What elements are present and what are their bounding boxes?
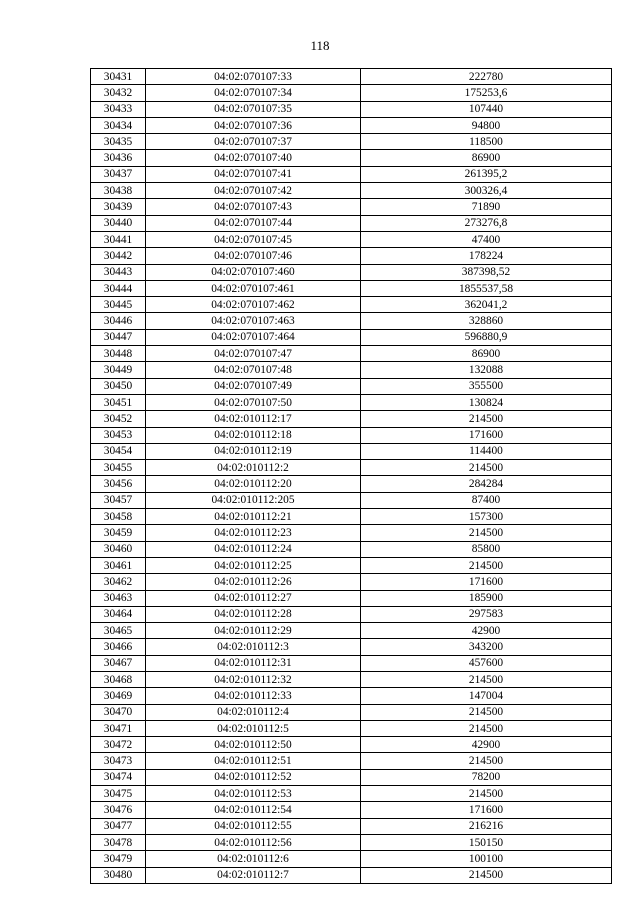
table-row (91, 557, 612, 573)
row-number-cell: 30468 (91, 671, 146, 687)
value-cell: 328860 (361, 313, 612, 329)
value-cell: 214500 (361, 753, 612, 769)
table-row (91, 411, 612, 427)
cadastral-number-cell: 04:02:010112:19 (146, 443, 361, 459)
value-cell: 171600 (361, 427, 612, 443)
cadastral-number-cell: 04:02:010112:54 (146, 802, 361, 818)
value-cell: 147004 (361, 688, 612, 704)
table-row (91, 443, 612, 459)
table-row (91, 688, 612, 704)
table-row (91, 183, 612, 199)
row-number-cell: 30451 (91, 394, 146, 410)
value-cell: 214500 (361, 525, 612, 541)
cadastral-number-cell: 04:02:070107:36 (146, 117, 361, 133)
row-number-cell: 30441 (91, 231, 146, 247)
row-number-cell: 30462 (91, 574, 146, 590)
row-number-cell: 30433 (91, 101, 146, 117)
row-number-cell: 30469 (91, 688, 146, 704)
value-cell: 171600 (361, 574, 612, 590)
table-row (91, 834, 612, 850)
value-cell: 214500 (361, 557, 612, 573)
table-row (91, 671, 612, 687)
row-number-cell: 30460 (91, 541, 146, 557)
row-number-cell: 30453 (91, 427, 146, 443)
value-cell: 596880,9 (361, 329, 612, 345)
table-row (91, 117, 612, 133)
table-row (91, 264, 612, 280)
register-table (90, 68, 612, 884)
value-cell: 362041,2 (361, 297, 612, 313)
value-cell: 157300 (361, 509, 612, 525)
table-row (91, 69, 612, 85)
table-row (91, 818, 612, 834)
row-number-cell: 30461 (91, 557, 146, 573)
table-row (91, 476, 612, 492)
table-row (91, 460, 612, 476)
row-number-cell: 30431 (91, 69, 146, 85)
table-row (91, 786, 612, 802)
value-cell: 214500 (361, 867, 612, 883)
value-cell: 100100 (361, 851, 612, 867)
table-row (91, 802, 612, 818)
value-cell: 284284 (361, 476, 612, 492)
value-cell: 42900 (361, 623, 612, 639)
table-row (91, 737, 612, 753)
cadastral-number-cell: 04:02:010112:32 (146, 671, 361, 687)
cadastral-number-cell: 04:02:010112:24 (146, 541, 361, 557)
value-cell: 178224 (361, 248, 612, 264)
cadastral-number-cell: 04:02:010112:52 (146, 769, 361, 785)
cadastral-number-cell: 04:02:010112:55 (146, 818, 361, 834)
row-number-cell: 30454 (91, 443, 146, 459)
cadastral-number-cell: 04:02:070107:45 (146, 231, 361, 247)
page-number: 118 (310, 38, 330, 53)
row-number-cell: 30452 (91, 411, 146, 427)
value-cell: 222780 (361, 69, 612, 85)
value-cell: 185900 (361, 590, 612, 606)
row-number-cell: 30449 (91, 362, 146, 378)
table-row (91, 313, 612, 329)
row-number-cell: 30466 (91, 639, 146, 655)
row-number-cell: 30443 (91, 264, 146, 280)
table-row (91, 623, 612, 639)
row-number-cell: 30477 (91, 818, 146, 834)
value-cell: 216216 (361, 818, 612, 834)
cadastral-number-cell: 04:02:010112:4 (146, 704, 361, 720)
row-number-cell: 30456 (91, 476, 146, 492)
cadastral-number-cell: 04:02:070107:37 (146, 134, 361, 150)
cadastral-number-cell: 04:02:070107:460 (146, 264, 361, 280)
cadastral-number-cell: 04:02:070107:46 (146, 248, 361, 264)
table-row (91, 867, 612, 883)
row-number-cell: 30455 (91, 460, 146, 476)
table-row (91, 280, 612, 296)
cadastral-number-cell: 04:02:070107:463 (146, 313, 361, 329)
row-number-cell: 30434 (91, 117, 146, 133)
value-cell: 86900 (361, 346, 612, 362)
cadastral-number-cell: 04:02:010112:25 (146, 557, 361, 573)
row-number-cell: 30479 (91, 851, 146, 867)
cadastral-number-cell: 04:02:070107:464 (146, 329, 361, 345)
row-number-cell: 30459 (91, 525, 146, 541)
row-number-cell: 30464 (91, 606, 146, 622)
row-number-cell: 30473 (91, 753, 146, 769)
cadastral-number-cell: 04:02:010112:56 (146, 834, 361, 850)
value-cell: 387398,52 (361, 264, 612, 280)
value-cell: 457600 (361, 655, 612, 671)
value-cell: 132088 (361, 362, 612, 378)
table-row (91, 362, 612, 378)
row-number-cell: 30471 (91, 720, 146, 736)
cadastral-number-cell: 04:02:010112:17 (146, 411, 361, 427)
value-cell: 150150 (361, 834, 612, 850)
cadastral-number-cell: 04:02:070107:462 (146, 297, 361, 313)
value-cell: 214500 (361, 460, 612, 476)
table-row (91, 134, 612, 150)
table-row (91, 101, 612, 117)
table-row (91, 85, 612, 101)
table-row (91, 346, 612, 362)
cadastral-number-cell: 04:02:010112:21 (146, 509, 361, 525)
cadastral-number-cell: 04:02:010112:18 (146, 427, 361, 443)
cadastral-number-cell: 04:02:010112:23 (146, 525, 361, 541)
cadastral-number-cell: 04:02:010112:20 (146, 476, 361, 492)
row-number-cell: 30444 (91, 280, 146, 296)
table-row (91, 297, 612, 313)
cadastral-number-cell: 04:02:010112:5 (146, 720, 361, 736)
value-cell: 42900 (361, 737, 612, 753)
row-number-cell: 30458 (91, 509, 146, 525)
table-row (91, 150, 612, 166)
value-cell: 297583 (361, 606, 612, 622)
row-number-cell: 30439 (91, 199, 146, 215)
table-row (91, 753, 612, 769)
cadastral-number-cell: 04:02:070107:47 (146, 346, 361, 362)
row-number-cell: 30450 (91, 378, 146, 394)
table-row (91, 492, 612, 508)
row-number-cell: 30442 (91, 248, 146, 264)
table-row (91, 720, 612, 736)
value-cell: 214500 (361, 720, 612, 736)
value-cell: 1855537,58 (361, 280, 612, 296)
cadastral-number-cell: 04:02:010112:2 (146, 460, 361, 476)
row-number-cell: 30467 (91, 655, 146, 671)
cadastral-number-cell: 04:02:010112:7 (146, 867, 361, 883)
row-number-cell: 30438 (91, 183, 146, 199)
row-number-cell: 30446 (91, 313, 146, 329)
row-number-cell: 30447 (91, 329, 146, 345)
table-row (91, 590, 612, 606)
value-cell: 118500 (361, 134, 612, 150)
cadastral-number-cell: 04:02:070107:49 (146, 378, 361, 394)
cadastral-number-cell: 04:02:010112:28 (146, 606, 361, 622)
value-cell: 114400 (361, 443, 612, 459)
table-row (91, 541, 612, 557)
cadastral-number-cell: 04:02:010112:27 (146, 590, 361, 606)
value-cell: 86900 (361, 150, 612, 166)
cadastral-number-cell: 04:02:070107:33 (146, 69, 361, 85)
row-number-cell: 30457 (91, 492, 146, 508)
value-cell: 214500 (361, 786, 612, 802)
cadastral-number-cell: 04:02:070107:44 (146, 215, 361, 231)
row-number-cell: 30437 (91, 166, 146, 182)
table-row (91, 378, 612, 394)
cadastral-number-cell: 04:02:070107:35 (146, 101, 361, 117)
cadastral-number-cell: 04:02:010112:6 (146, 851, 361, 867)
row-number-cell: 30435 (91, 134, 146, 150)
row-number-cell: 30440 (91, 215, 146, 231)
table-row (91, 851, 612, 867)
table-row (91, 427, 612, 443)
row-number-cell: 30432 (91, 85, 146, 101)
row-number-cell: 30465 (91, 623, 146, 639)
table-row (91, 329, 612, 345)
cadastral-number-cell: 04:02:010112:50 (146, 737, 361, 753)
table-row (91, 231, 612, 247)
cadastral-number-cell: 04:02:010112:31 (146, 655, 361, 671)
value-cell: 273276,8 (361, 215, 612, 231)
table-row (91, 509, 612, 525)
value-cell: 71890 (361, 199, 612, 215)
value-cell: 343200 (361, 639, 612, 655)
table-row (91, 639, 612, 655)
value-cell: 94800 (361, 117, 612, 133)
table-row (91, 525, 612, 541)
value-cell: 47400 (361, 231, 612, 247)
cadastral-number-cell: 04:02:010112:3 (146, 639, 361, 655)
value-cell: 300326,4 (361, 183, 612, 199)
row-number-cell: 30470 (91, 704, 146, 720)
table-row (91, 248, 612, 264)
register-table-body (91, 69, 612, 884)
value-cell: 214500 (361, 704, 612, 720)
value-cell: 107440 (361, 101, 612, 117)
row-number-cell: 30475 (91, 786, 146, 802)
value-cell: 85800 (361, 541, 612, 557)
table-row (91, 215, 612, 231)
table-row (91, 574, 612, 590)
cadastral-number-cell: 04:02:070107:34 (146, 85, 361, 101)
value-cell: 130824 (361, 394, 612, 410)
cadastral-number-cell: 04:02:010112:51 (146, 753, 361, 769)
cadastral-number-cell: 04:02:070107:48 (146, 362, 361, 378)
cadastral-number-cell: 04:02:010112:26 (146, 574, 361, 590)
cadastral-number-cell: 04:02:070107:41 (146, 166, 361, 182)
row-number-cell: 30472 (91, 737, 146, 753)
cadastral-number-cell: 04:02:070107:40 (146, 150, 361, 166)
row-number-cell: 30448 (91, 346, 146, 362)
cadastral-number-cell: 04:02:070107:50 (146, 394, 361, 410)
table-row (91, 606, 612, 622)
value-cell: 78200 (361, 769, 612, 785)
cadastral-number-cell: 04:02:010112:29 (146, 623, 361, 639)
cadastral-number-cell: 04:02:070107:42 (146, 183, 361, 199)
table-row (91, 655, 612, 671)
cadastral-number-cell: 04:02:070107:461 (146, 280, 361, 296)
table-row (91, 166, 612, 182)
table-row (91, 769, 612, 785)
row-number-cell: 30463 (91, 590, 146, 606)
value-cell: 261395,2 (361, 166, 612, 182)
value-cell: 214500 (361, 411, 612, 427)
cadastral-number-cell: 04:02:010112:33 (146, 688, 361, 704)
cadastral-number-cell: 04:02:010112:205 (146, 492, 361, 508)
value-cell: 175253,6 (361, 85, 612, 101)
table-row (91, 394, 612, 410)
row-number-cell: 30436 (91, 150, 146, 166)
row-number-cell: 30474 (91, 769, 146, 785)
value-cell: 355500 (361, 378, 612, 394)
row-number-cell: 30445 (91, 297, 146, 313)
cadastral-number-cell: 04:02:070107:43 (146, 199, 361, 215)
row-number-cell: 30480 (91, 867, 146, 883)
table-row (91, 704, 612, 720)
row-number-cell: 30478 (91, 834, 146, 850)
value-cell: 214500 (361, 671, 612, 687)
table-row (91, 199, 612, 215)
value-cell: 87400 (361, 492, 612, 508)
cadastral-number-cell: 04:02:010112:53 (146, 786, 361, 802)
value-cell: 171600 (361, 802, 612, 818)
row-number-cell: 30476 (91, 802, 146, 818)
